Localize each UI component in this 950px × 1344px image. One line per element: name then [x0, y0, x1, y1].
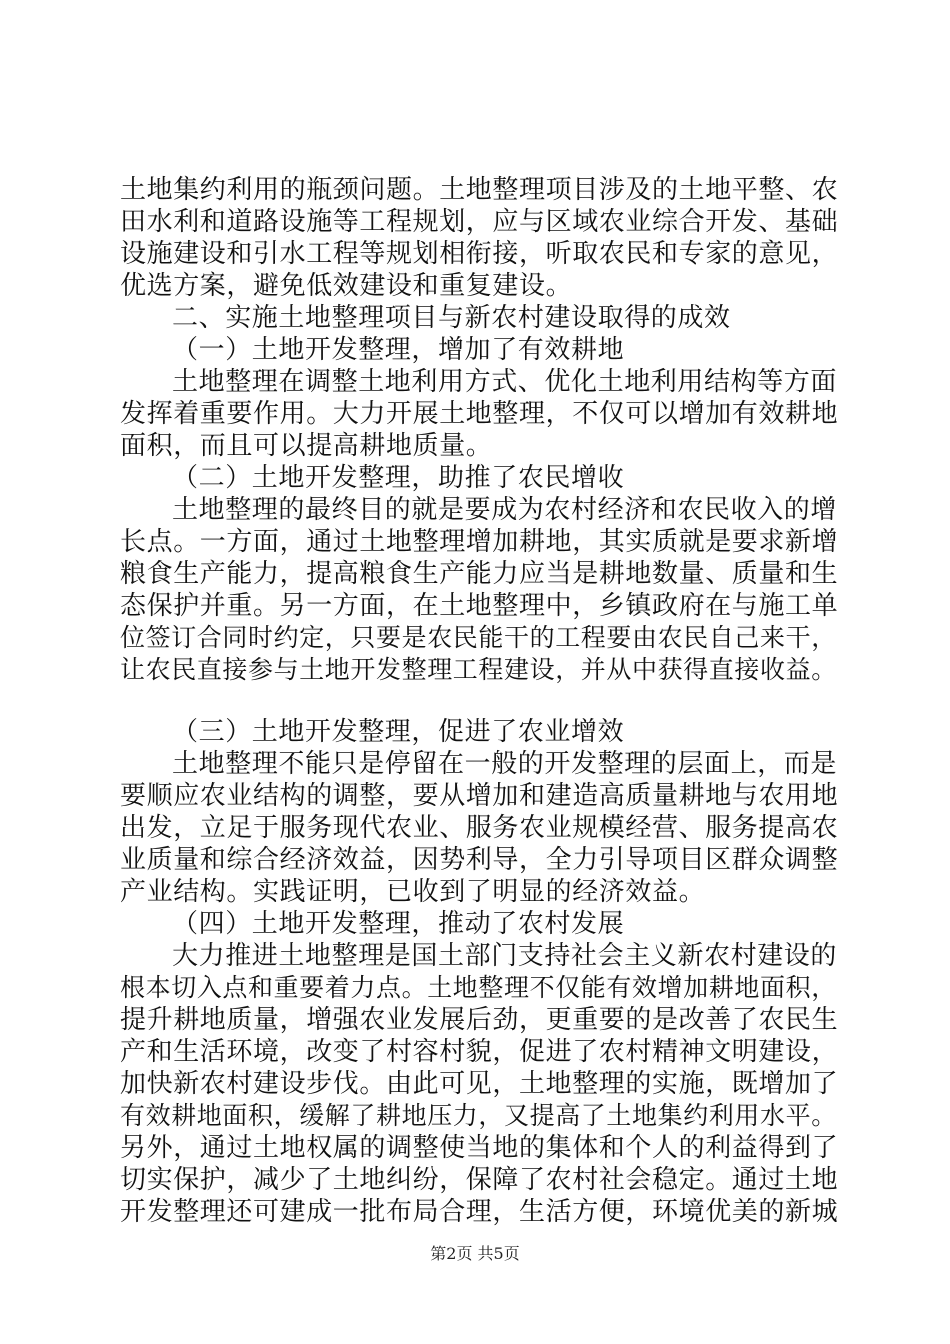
subsection-heading: （二）土地开发整理，助推了农民增收: [172, 463, 625, 493]
body-text-line: 土地集约利用的瓶颈问题。土地整理项目涉及的土地平整、农: [120, 175, 839, 205]
body-text-line: 粮食生产能力，提高粮食生产能力应当是耕地数量、质量和生: [120, 559, 839, 589]
body-text-line: 优选方案，避免低效建设和重复建设。: [120, 271, 573, 301]
body-text-line: 位签订合同时约定，只要是农民能干的工程要由农民自己来干，: [120, 623, 837, 652]
body-text-line: 要顺应农业结构的调整，要从增加和建造高质量耕地与农用地: [120, 781, 839, 811]
body-text-line: 面积，而且可以提高耕地质量。: [120, 431, 493, 461]
body-text-line: 根本切入点和重要着力点。土地整理不仅能有效增加耕地面积，: [120, 973, 837, 1002]
body-text-line: 提升耕地质量，增强农业发展后劲，更重要的是改善了农民生: [120, 1005, 839, 1035]
body-text-line: 有效耕地面积，缓解了耕地压力，又提高了土地集约利用水平。: [120, 1101, 837, 1130]
body-text-line: 开发整理还可建成一批布局合理，生活方便，环境优美的新城: [120, 1197, 839, 1227]
body-text-line: 态保护并重。另一方面，在土地整理中，乡镇政府在与施工单: [120, 591, 839, 621]
body-text-line: 出发，立足于服务现代农业、服务农业规模经营、服务提高农: [120, 813, 839, 843]
page-number-footer: 第2页 共5页: [430, 1244, 520, 1263]
body-text-line: 产业结构。实践证明，已收到了明显的经济效益。: [120, 877, 706, 907]
body-text-line: 田水利和道路设施等工程规划，应与区域农业综合开发、基础: [120, 207, 839, 237]
body-text-line: 长点。一方面，通过土地整理增加耕地，其实质就是要求新增: [120, 527, 839, 557]
body-text-line: 让农民直接参与土地开发整理工程建设，并从中获得直接收益。: [120, 655, 837, 684]
subsection-heading: （三）土地开发整理，促进了农业增效: [172, 717, 625, 747]
body-text-line: 设施建设和引水工程等规划相衔接，听取农民和专家的意见，: [120, 239, 839, 269]
body-text-line: 产和生活环境，改变了村容村貌，促进了农村精神文明建设，: [120, 1037, 839, 1067]
subsection-heading: （一）土地开发整理，增加了有效耕地: [172, 335, 625, 365]
body-text-line: 另外，通过土地权属的调整使当地的集体和个人的利益得到了: [120, 1133, 839, 1163]
body-text-line: 土地整理不能只是停留在一般的开发整理的层面上，而是: [172, 749, 838, 779]
section-heading: 二、实施土地整理项目与新农村建设取得的成效: [172, 303, 731, 333]
body-text-line: 土地整理的最终目的就是要成为农村经济和农民收入的增: [172, 495, 838, 525]
body-text-line: 加快新农村建设步伐。由此可见，土地整理的实施，既增加了: [120, 1069, 839, 1099]
body-text-line: 大力推进土地整理是国土部门支持社会主义新农村建设的: [172, 941, 838, 971]
body-text-line: 发挥着重要作用。大力开展土地整理，不仅可以增加有效耕地: [120, 399, 839, 429]
subsection-heading: （四）土地开发整理，推动了农村发展: [172, 909, 625, 939]
body-text-line: 业质量和综合经济效益，因势利导，全力引导项目区群众调整: [120, 845, 839, 875]
body-text-line: 切实保护，减少了土地纠纷，保障了农村社会稳定。通过土地: [120, 1165, 839, 1195]
body-text-line: 土地整理在调整土地利用方式、优化土地利用结构等方面: [172, 367, 838, 397]
